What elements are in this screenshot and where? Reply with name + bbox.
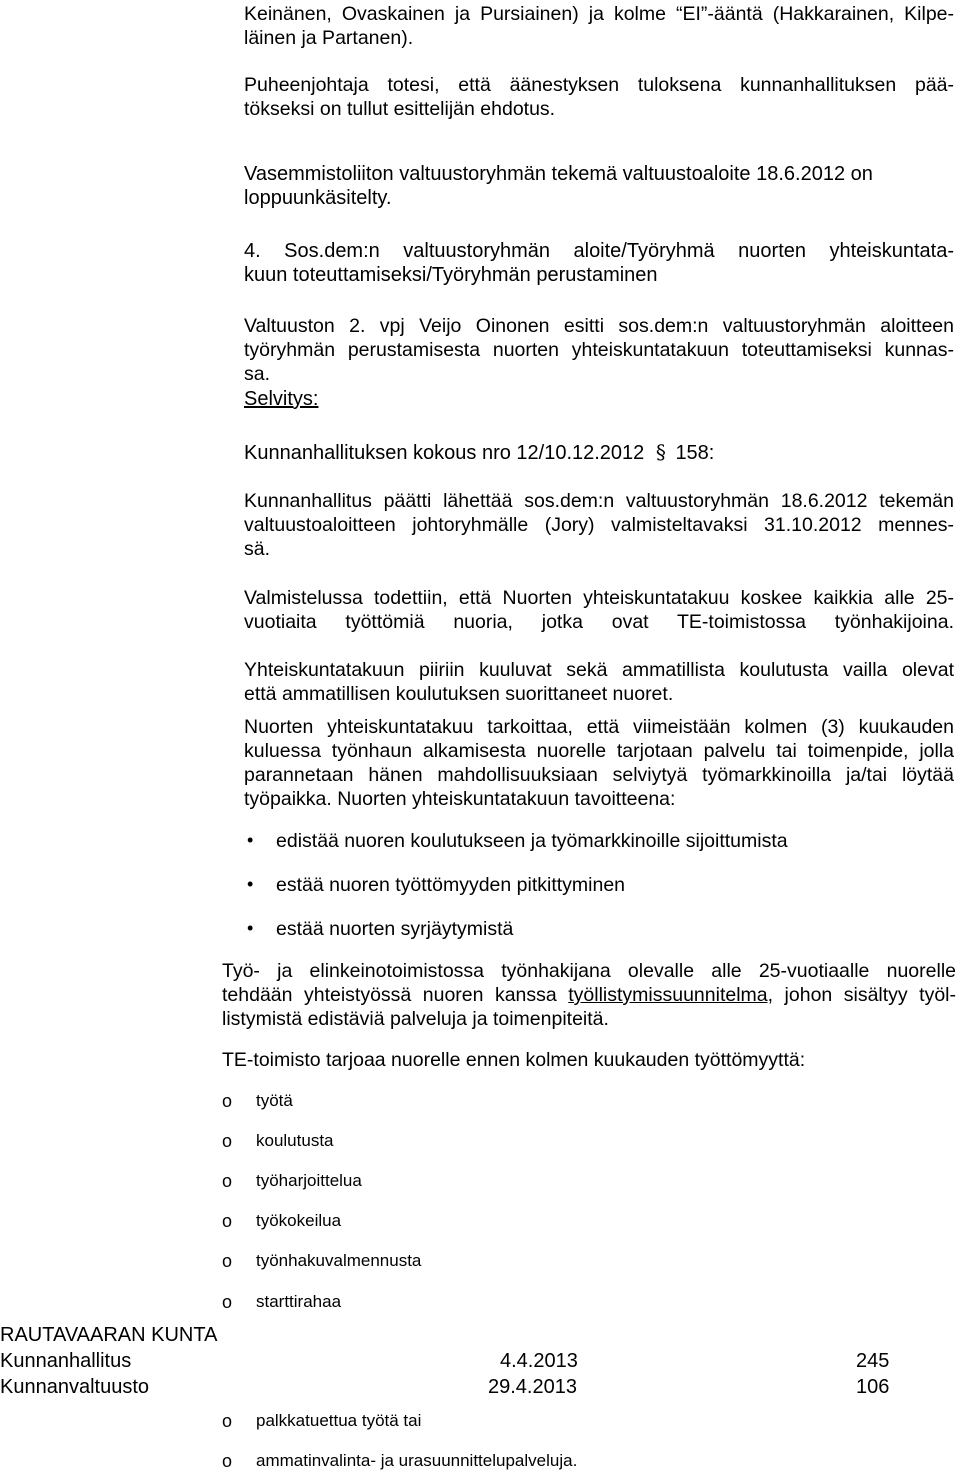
text-segment: johon sisältyy työl- bbox=[773, 984, 956, 1006]
footer-organization: RAUTAVAARAN KUNTA bbox=[0, 1324, 218, 1346]
paragraph-line: sä. bbox=[244, 538, 271, 560]
list-item: koulutusta bbox=[256, 1131, 334, 1150]
bullet-icon: • bbox=[247, 874, 254, 894]
paragraph-line: Keinänen, Ovaskainen ja Pursiainen) ja kolme “EI”-ääntä (Hakkarainen, Kilpe- bbox=[244, 3, 954, 25]
text-segment: tehdään yhteistyössä nuoren kanssa bbox=[222, 984, 569, 1006]
footer-board-name: Kunnanhallitus bbox=[0, 1350, 132, 1372]
paragraph-line: työryhmän perustamisesta nuorten yhteiskuntatakuun toteuttamiseksi kunnas- bbox=[244, 339, 954, 361]
circle-bullet-icon: o bbox=[222, 1292, 233, 1312]
paragraph-line: sa. bbox=[244, 363, 271, 385]
selvitys-heading: Selvitys: bbox=[244, 388, 319, 410]
bullet-icon: • bbox=[247, 918, 254, 938]
paragraph-line: Työ- ja elinkeinotoimistossa työnhakijana olevalle alle 25-vuotiaalle nuorelle bbox=[222, 960, 956, 982]
list-item: starttirahaa bbox=[256, 1292, 342, 1311]
list-item: työkokeilua bbox=[256, 1211, 342, 1230]
list-item: estää nuoren työttömyyden pitkittyminen bbox=[276, 874, 626, 896]
circle-bullet-icon: o bbox=[222, 1211, 233, 1231]
paragraph-line: työpaikka. Nuorten yhteiskuntatakuun tavoitteena: bbox=[244, 788, 676, 810]
section-sign: § bbox=[655, 440, 666, 464]
circle-bullet-icon: o bbox=[222, 1451, 233, 1471]
circle-bullet-icon: o bbox=[222, 1171, 233, 1191]
paragraph-line: parannetaan hänen mahdollisuuksiaan selviytyä työmarkkinoilla ja/tai löytää bbox=[244, 764, 954, 786]
list-item: edistää nuoren koulutukseen ja työmarkkinoille sijoittumista bbox=[276, 830, 788, 852]
paragraph-line: tökseksi on tullut esittelijän ehdotus. bbox=[244, 98, 556, 120]
paragraph-line: että ammatillisen koulutuksen suorittaneet nuoret. bbox=[244, 683, 674, 705]
paragraph-line bbox=[222, 983, 956, 1007]
list-item: estää nuorten syrjäytymistä bbox=[276, 918, 514, 940]
footer-council-page: 106 bbox=[856, 1376, 890, 1398]
list-item: palkkatuettua työtä tai bbox=[256, 1411, 422, 1430]
circle-bullet-icon: o bbox=[222, 1251, 233, 1271]
paragraph-line: Yhteiskuntatakuun piiriin kuuluvat sekä ammatillista koulutusta vailla olevat bbox=[244, 659, 954, 681]
list-item: työnhakuvalmennusta bbox=[256, 1251, 422, 1270]
paragraph-line: Puheenjohtaja totesi, että äänestyksen tuloksena kunnanhallituksen pää- bbox=[244, 74, 954, 96]
paragraph-line: Valmistelussa todettiin, että Nuorten yhteiskuntatakuu koskee kaikkia alle 25- bbox=[244, 587, 954, 609]
paragraph-line: Vasemmistoliiton valtuustoryhmän tekemä valtuustoaloite 18.6.2012 on bbox=[244, 163, 873, 185]
list-item: ammatinvalinta- ja urasuunnittelupalveluja. bbox=[256, 1451, 578, 1470]
meeting-reference bbox=[244, 440, 714, 465]
section-number: 158: bbox=[675, 442, 715, 464]
list-item: työharjoittelua bbox=[256, 1171, 362, 1190]
item-heading: 4. Sos.dem:n valtuustoryhmän aloite/Työryhmä nuorten yhteiskuntata- bbox=[244, 240, 954, 262]
paragraph-line: valtuustoaloitteen johtoryhmälle (Jory) valmisteltavaksi 31.10.2012 mennes- bbox=[244, 514, 954, 536]
circle-bullet-icon: o bbox=[222, 1131, 233, 1151]
circle-bullet-icon: o bbox=[222, 1411, 233, 1431]
paragraph-line: TE-toimisto tarjoaa nuorelle ennen kolmen kuukauden työttömyyttä: bbox=[222, 1049, 806, 1071]
meeting-text: Kunnanhallituksen kokous nro 12/10.12.2012 bbox=[244, 442, 645, 464]
item-heading: kuun toteuttamiseksi/Työryhmän perustaminen bbox=[244, 264, 658, 286]
bullet-icon: • bbox=[247, 830, 254, 850]
paragraph-line: läinen ja Partanen). bbox=[244, 27, 414, 49]
footer-board-page: 245 bbox=[856, 1350, 890, 1372]
paragraph-line: vuotiaita työttömiä nuoria, jotka ovat TE-toimistossa työnhakijoina. bbox=[244, 611, 954, 633]
footer-council-date: 29.4.2013 bbox=[488, 1376, 577, 1398]
plan-term: työllistymissuunnitelma, bbox=[568, 984, 774, 1006]
circle-bullet-icon: o bbox=[222, 1091, 233, 1111]
paragraph-line: Nuorten yhteiskuntatakuu tarkoittaa, että viimeistään kolmen (3) kuukauden bbox=[244, 716, 954, 738]
paragraph-line: kuluessa työnhaun alkamisesta nuorelle tarjotaan palvelu tai toimenpide, jolla bbox=[244, 740, 954, 762]
list-item: työtä bbox=[256, 1091, 293, 1110]
paragraph-line: loppuunkäsitelty. bbox=[244, 187, 392, 209]
paragraph-line: Valtuuston 2. vpj Veijo Oinonen esitti sos.dem:n valtuustoryhmän aloitteen bbox=[244, 315, 954, 337]
footer-board-date: 4.4.2013 bbox=[500, 1350, 578, 1372]
paragraph-line: listymistä edistäviä palveluja ja toimenpiteitä. bbox=[222, 1008, 609, 1030]
paragraph-line: Kunnanhallitus päätti lähettää sos.dem:n valtuustoryhmän 18.6.2012 tekemän bbox=[244, 490, 954, 512]
footer-council-name: Kunnanvaltuusto bbox=[0, 1376, 150, 1398]
